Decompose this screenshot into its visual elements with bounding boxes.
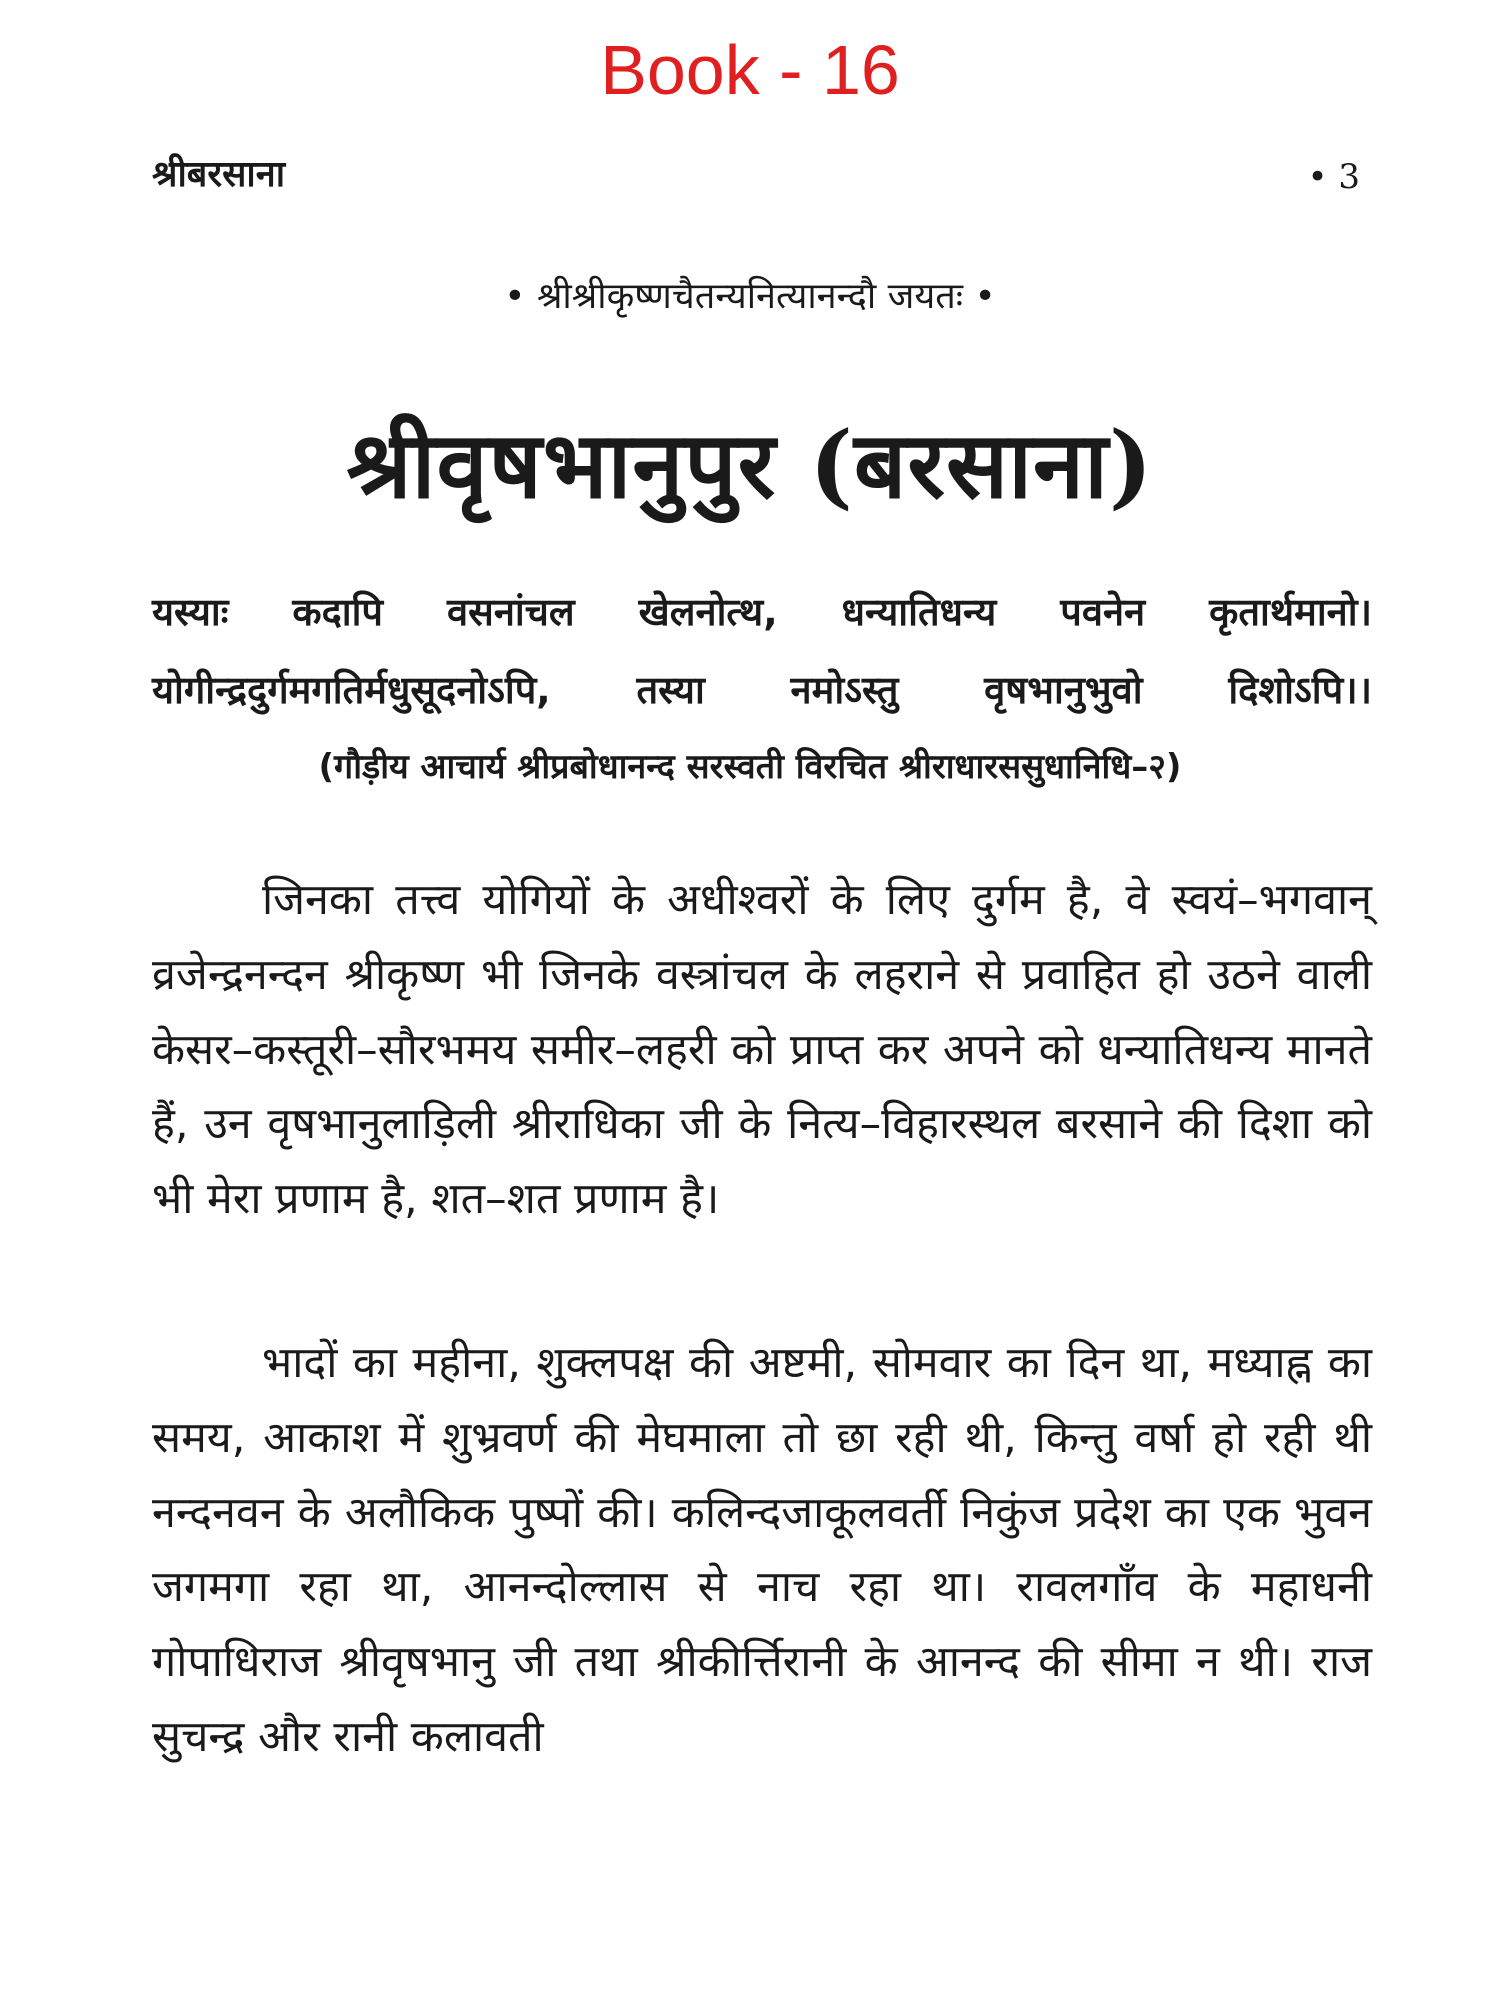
verse-line-2: योगीन्द्रदुर्गमगतिर्मधुसूदनोऽपि, तस्या नमोऽस्तु वृषभानुभुवो दिशोऽपि।।: [152, 668, 1372, 712]
invocation-line: • श्रीश्रीकृष्णचैतन्यनित्यानन्दौ जयतः •: [504, 276, 996, 317]
paragraph-2: भादों का महीना, शुक्लपक्ष की अष्टमी, सोमवार का दिन था, मध्याह्न का समय, आकाश में शुभ्रवर्ण की मेघमाला तो छा रही थी, किन्तु वर्षा हो रही थी नन्दनवन के अलौकिक पुष्पों की। कलिन्दजाकूलवर्ती निकुंज प्रदेश का एक भुवन जगमगा रहा था, आनन्दोल्लास से नाच रहा था। रावलगाँव के महाधनी गोपाधिराज श्रीवृषभानु जी तथा श्रीकीर्त्तिरानी के आनन्द की सीमा न थी। राज सुचन्द्र और रानी कलावती: [152, 1338, 1372, 1762]
verse-line-1: यस्याः कदापि वसनांचल खेलनोत्थ, धन्यातिधन्य पवनेन कृतार्थमानो।: [152, 590, 1372, 634]
running-header-title: श्रीबरसाना: [152, 154, 286, 195]
page-number: • 3: [1307, 157, 1360, 197]
verse-citation: (गौड़ीय आचार्य श्रीप्रबोधानन्द सरस्वती विरचित श्रीराधारससुधानिधि–२): [318, 747, 1182, 787]
paragraph-1: जिनका तत्त्व योगियों के अधीश्वरों के लिए दुर्गम है, वे स्वयं–भगवान् व्रजेन्द्रनन्दन श्रीकृष्ण भी जिनके वस्त्रांचल के लहराने से प्रवाहित हो उठने वाली केसर–कस्तूरी–सौरभमय समीर–लहरी को प्राप्त कर अपने को धन्यातिधन्य मानते हैं, उन वृषभानुलाड़िली श्रीराधिका जी के नित्य–विहारस्थल बरसाने की दिशा को भी मेरा प्रणाम है, शत–शत प्रणाम है।: [152, 875, 1372, 1225]
chapter-title: श्रीवृषभानुपुर (बरसाना): [346, 411, 1154, 519]
book-label: Book - 16: [600, 31, 900, 109]
